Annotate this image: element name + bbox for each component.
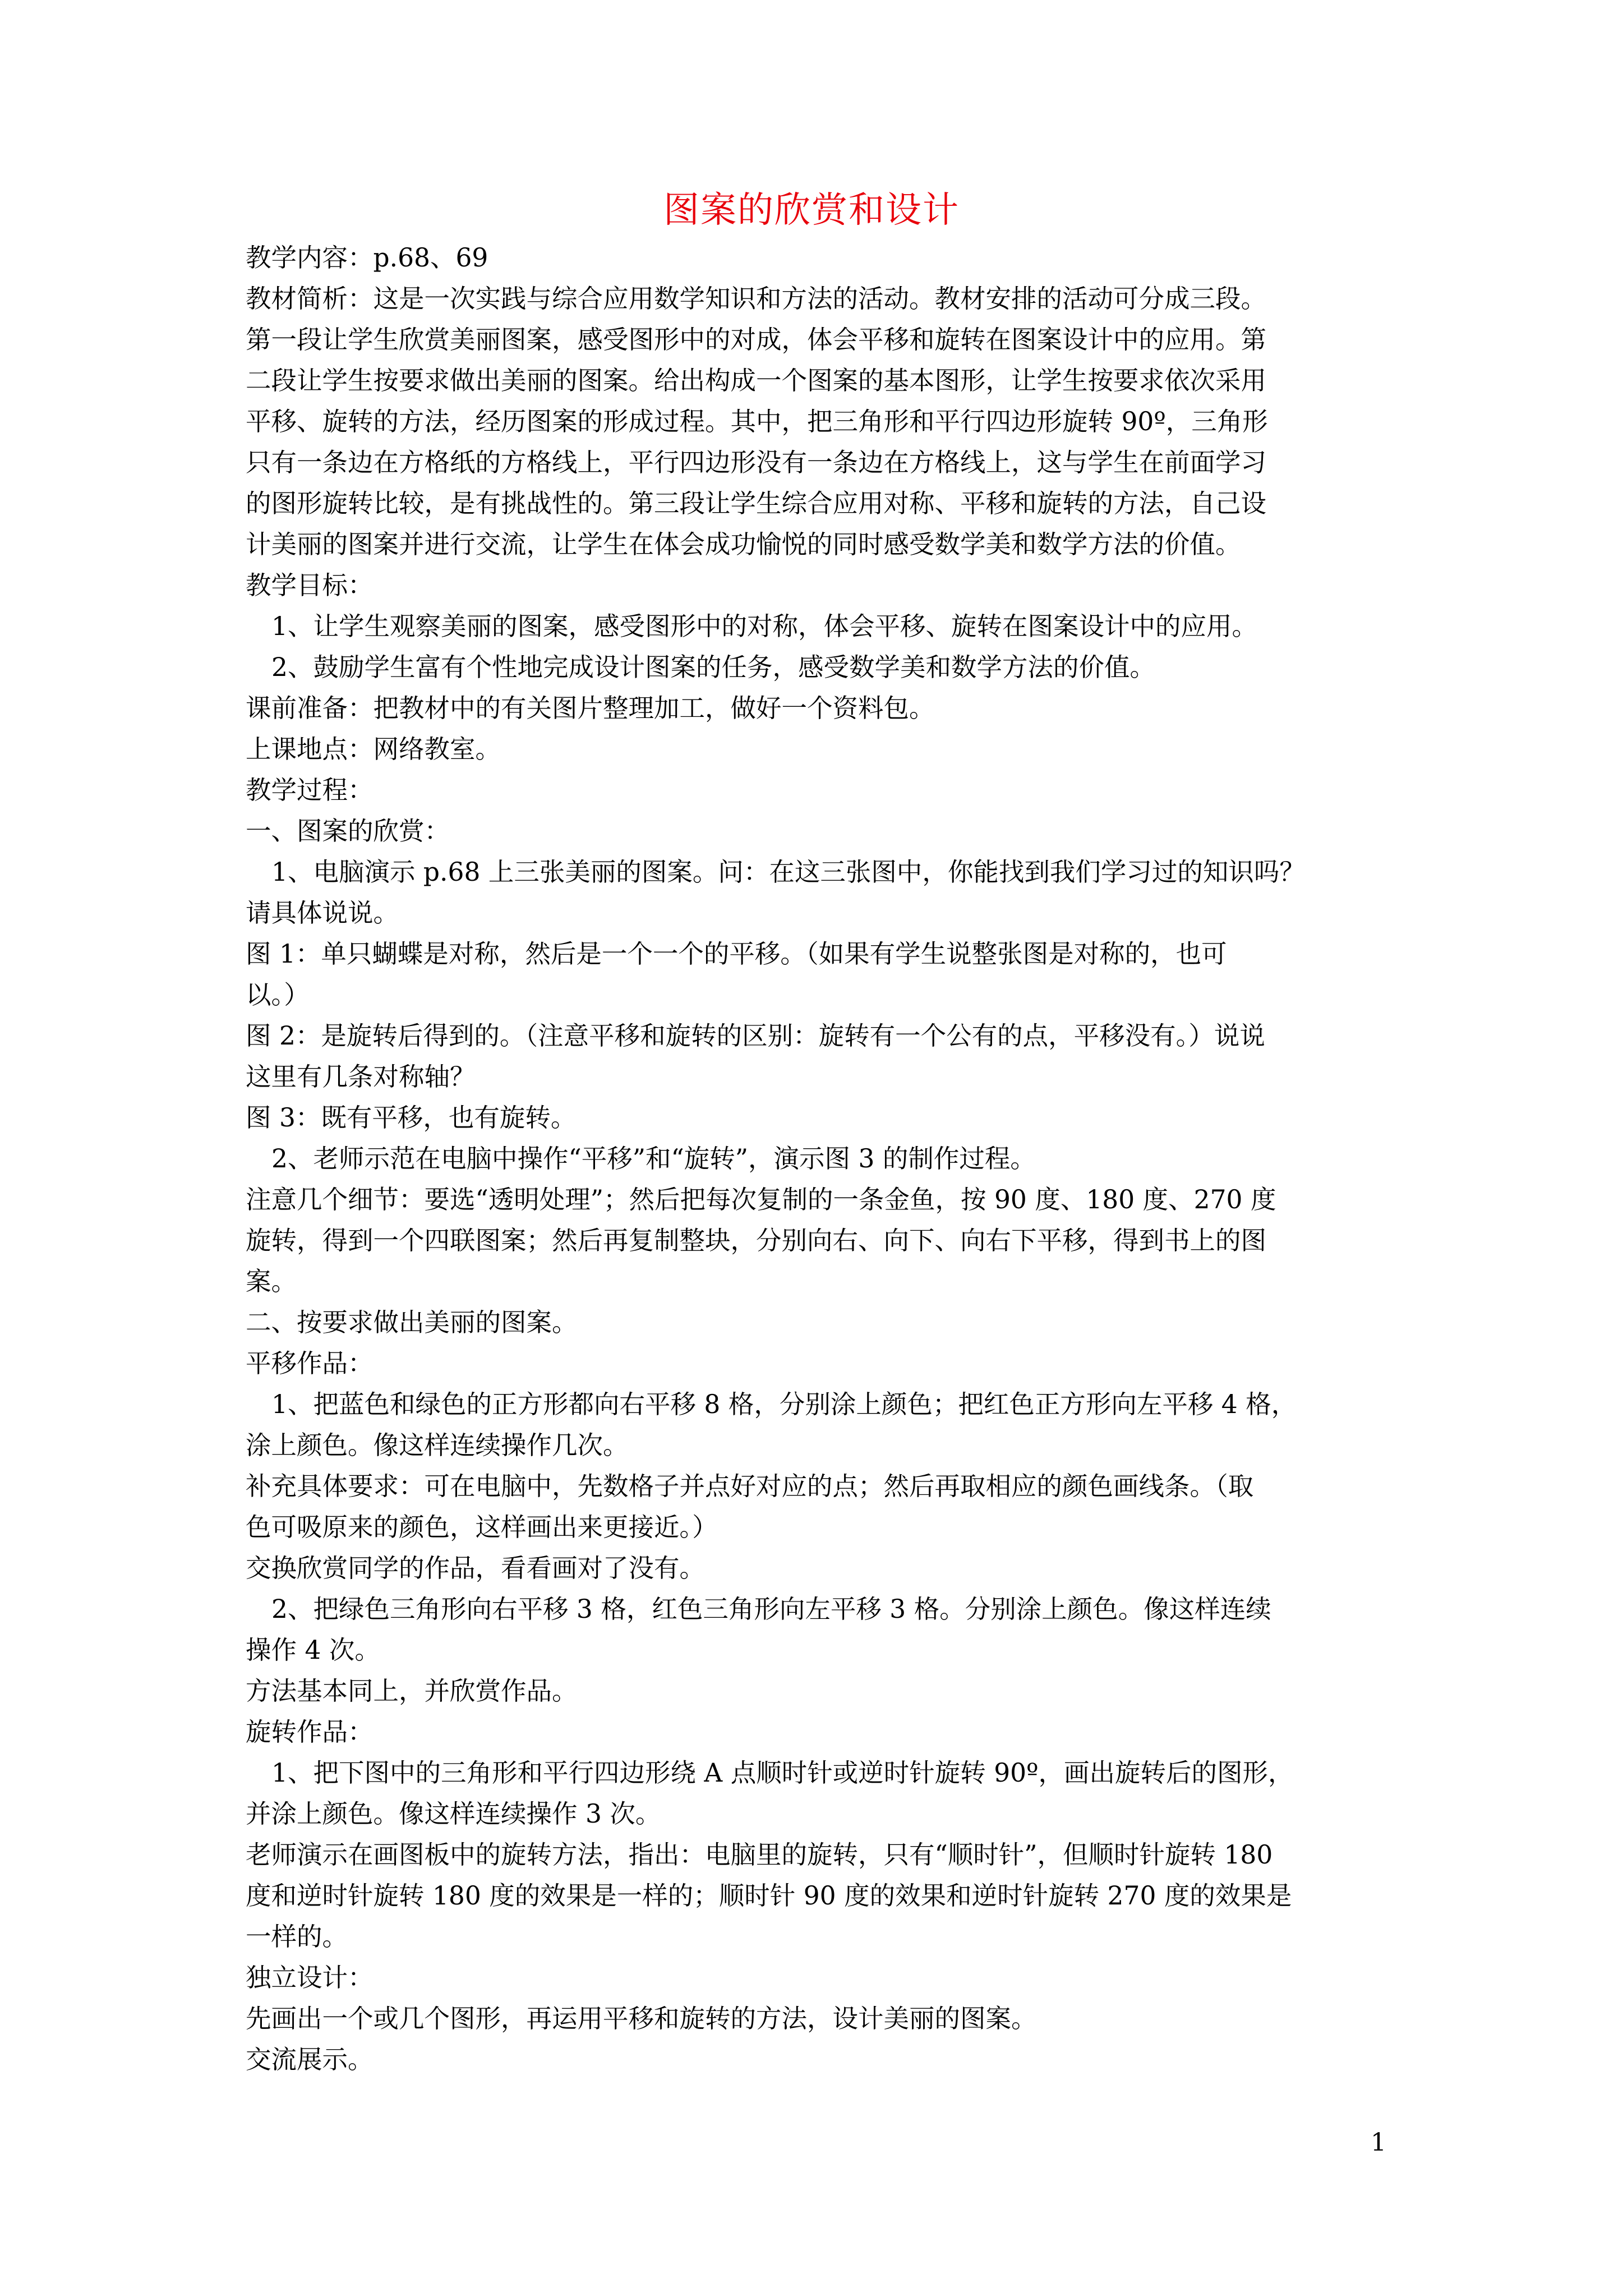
material-analysis-line: 教材简析：这是一次实践与综合应用数学知识和方法的活动。教材安排的活动可分成三段。 <box>246 284 1267 314</box>
paragraph-line: 只有一条边在方格纸的方格线上，平行四边形没有一条边在方格线上，这与学生在前面学习 <box>246 448 1267 477</box>
paragraph-line: 第一段让学生欣赏美丽图案，感受图形中的对成，体会平移和旋转在图案设计中的应用。第 <box>246 325 1267 355</box>
paragraph-line: 二段让学生按要求做出美丽的图案。给出构成一个图案的基本图形，让学生按要求依次采用 <box>246 366 1267 395</box>
paragraph-line: 补充具体要求：可在电脑中，先数格子并点好对应的点；然后再取相应的颜色画线条。（取 <box>246 1471 1254 1501</box>
topic-heading: 旋转作品： <box>246 1717 374 1747</box>
paragraph-line: 度和逆时针旋转 180 度的效果是一样的；顺时针 90 度的效果和逆时针旋转 270 度的效果是 <box>246 1881 1292 1911</box>
step-item: 1、把下图中的三角形和平行四边形绕 A 点顺时针或逆时针旋转 90º，画出旋转后的图形， <box>271 1758 1294 1788</box>
goal-item: 2、鼓励学生富有个性地完成设计图案的任务，感受数学美和数学方法的价值。 <box>271 652 1155 682</box>
paragraph-line: 交换欣赏同学的作品，看看画对了没有。 <box>246 1553 706 1583</box>
paragraph-line: 以。） <box>246 980 310 1010</box>
paragraph-line: 计美丽的图案并进行交流，让学生在体会成功愉悦的同时感受数学美和数学方法的价值。 <box>246 530 1241 559</box>
paragraph-line: 涂上颜色。像这样连续操作几次。 <box>246 1430 629 1460</box>
subsection-heading: 二、按要求做出美丽的图案。 <box>246 1308 578 1337</box>
document-title: 图案的欣赏和设计 <box>663 190 960 231</box>
section-heading-process: 教学过程： <box>246 775 374 805</box>
step-item: 2、老师示范在电脑中操作“平移”和“旋转”，演示图 3 的制作过程。 <box>271 1144 1036 1174</box>
step-item: 1、把蓝色和绿色的正方形都向右平移 8 格，分别涂上颜色；把红色正方形向左平移 4 格， <box>271 1389 1297 1419</box>
page-number: 1 <box>1371 2128 1386 2157</box>
paragraph-line: 案。 <box>246 1267 297 1296</box>
paragraph-line: 注意几个细节：要选“透明处理”；然后把每次复制的一条金鱼，按 90 度、180 度、270 度 <box>246 1185 1276 1214</box>
step-item: 1、电脑演示 p.68 上三张美丽的图案。问：在这三张图中，你能找到我们学习过的知识吗？ <box>271 857 1305 887</box>
paragraph-line: 平移、旋转的方法，经历图案的形成过程。其中，把三角形和平行四边形旋转 90º，三角形 <box>246 407 1268 436</box>
paragraph-line: 这里有几条对称轴？ <box>246 1062 476 1092</box>
paragraph-line: 一样的。 <box>246 1922 348 1952</box>
paragraph-line: 并涂上颜色。像这样连续操作 3 次。 <box>246 1799 661 1829</box>
paragraph-line: 旋转，得到一个四联图案；然后再复制整块，分别向右、向下、向右下平移，得到书上的图 <box>246 1226 1267 1255</box>
location-line: 上课地点：网络教室。 <box>246 734 501 764</box>
paragraph-line: 先画出一个或几个图形，再运用平移和旋转的方法，设计美丽的图案。 <box>246 2004 1037 2033</box>
topic-heading: 独立设计： <box>246 1963 374 1993</box>
paragraph-line: 交流展示。 <box>246 2045 374 2074</box>
figure-note-line: 图 2：是旋转后得到的。（注意平移和旋转的区别：旋转有一个公有的点，平移没有。）说说 <box>246 1021 1265 1051</box>
step-item: 2、把绿色三角形向右平移 3 格，红色三角形向左平移 3 格。分别涂上颜色。像这样连续 <box>271 1594 1271 1624</box>
paragraph-line: 请具体说说。 <box>246 898 399 928</box>
teaching-content-line: 教学内容：p.68、69 <box>246 243 488 273</box>
subsection-heading: 一、图案的欣赏： <box>246 816 450 846</box>
figure-note-line: 图 1：单只蝴蝶是对称，然后是一个一个的平移。（如果有学生说整张图是对称的，也可 <box>246 939 1227 969</box>
topic-heading: 平移作品： <box>246 1349 374 1378</box>
goal-item: 1、让学生观察美丽的图案，感受图形中的对称，体会平移、旋转在图案设计中的应用。 <box>271 611 1257 641</box>
section-heading-goals: 教学目标： <box>246 570 374 600</box>
paragraph-line: 方法基本同上，并欣赏作品。 <box>246 1676 578 1706</box>
preparation-line: 课前准备：把教材中的有关图片整理加工，做好一个资料包。 <box>246 693 935 723</box>
document-body <box>246 237 1391 2080</box>
paragraph-line: 的图形旋转比较，是有挑战性的。第三段让学生综合应用对称、平移和旋转的方法，自己设 <box>246 489 1267 518</box>
figure-note-line: 图 3：既有平移，也有旋转。 <box>246 1103 577 1133</box>
paragraph-line: 色可吸原来的颜色，这样画出来更接近。） <box>246 1512 718 1542</box>
paragraph-line: 老师演示在画图板中的旋转方法，指出：电脑里的旋转，只有“顺时针”，但顺时针旋转 180 <box>246 1840 1273 1870</box>
paragraph-line: 操作 4 次。 <box>246 1635 380 1665</box>
